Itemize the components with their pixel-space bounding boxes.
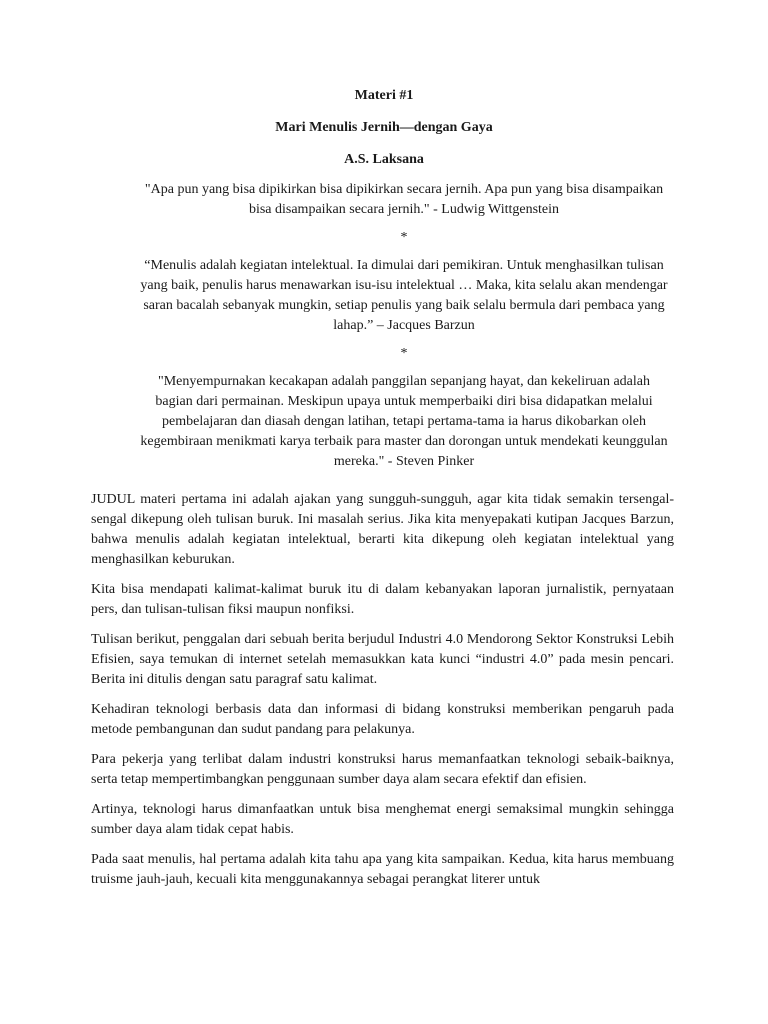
document-title: Mari Menulis Jernih—dengan Gaya [275,120,493,135]
paragraph: Kita bisa mendapati kalimat-kalimat buruk itu di dalam kebanyakan laporan jurnalistik, pernyataan pers, dan tulisan-tulisan fiksi maupun nonfiksi. [91,582,674,617]
paragraph: Para pekerja yang terlibat dalam industri konstruksi harus memanfaatkan teknologi sebaik-baiknya, serta tetap mempertimbangkan penggunaan sumber daya alam secara efektif dan efisien. [91,752,674,787]
paragraph: Tulisan berikut, penggalan dari sebuah berita berjudul Industri 4.0 Mendorong Sektor Konstruksi Lebih Efisien, saya temukan di internet setelah memasukkan kata kunci “industri 4.0” pada mesin pencari. Berita ini ditulis dengan satu paragraf satu kalimat. [91,632,674,687]
epigraph-quotes [140,180,668,472]
document-header [0,86,768,182]
paragraph: Pada saat menulis, hal pertama adalah kita tahu apa yang kita sampaikan. Kedua, kita harus membuang truisme jauh-jauh, kecuali kita menggunakannya sebagai perangkat literer untuk [91,852,674,887]
paragraph: JUDUL materi pertama ini adalah ajakan yang sungguh-sungguh, agar kita tidak semakin tersengal-sengal dikepung oleh tulisan buruk. Ini masalah serius. Jika kita menyepakati kutipan Jacques Barzun, bahwa menulis adalah kegiatan intelektual, berarti kita dikepung oleh kegiatan intelektual yang menghasilkan keburukan. [91,492,674,567]
material-label: Materi #1 [354,88,414,103]
quote-barzun: “Menulis adalah kegiatan intelektual. Ia dimulai dari pemikiran. Untuk menghasilkan tulisan yang baik, penulis harus menawarkan isu-isu intelektual … Maka, kita selalu akan mendengar saran bacalah sebanyak mungkin, setiap penulis yang baik selalu bermula dari pembaca yang lahap.” – Jacques Barzun [140,258,668,333]
body-text [91,490,674,900]
author-name: A.S. Laksana [344,152,424,167]
paragraph: Artinya, teknologi harus dimanfaatkan untuk bisa menghemat energi semaksimal mungkin sehingga sumber daya alam tidak cepat habis. [91,802,674,837]
paragraph: Kehadiran teknologi berbasis data dan informasi di bidang konstruksi memberikan pengaruh pada metode pembangunan dan sudut pandang para pelakunya. [91,702,674,737]
quote-pinker: "Menyempurnakan kecakapan adalah panggilan sepanjang hayat, dan kekeliruan adalah bagian dari permainan. Meskipun upaya untuk memperbaiki diri bisa didapatkan melalui pembelajaran dan diasah dengan latihan, tetapi pertama-tama ia harus dikobarkan oleh kegembiraan menikmati karya terbaik para master dan dorongan untuk mendekati keunggulan mereka." - Steven Pinker [140,374,668,469]
quote-wittgenstein: "Apa pun yang bisa dipikirkan bisa dipikirkan secara jernih. Apa pun yang bisa disampaikan bisa disampaikan secara jernih." - Ludwig Wittgenstein [144,182,664,217]
section-separator: * [400,230,408,245]
section-separator: * [400,346,408,361]
